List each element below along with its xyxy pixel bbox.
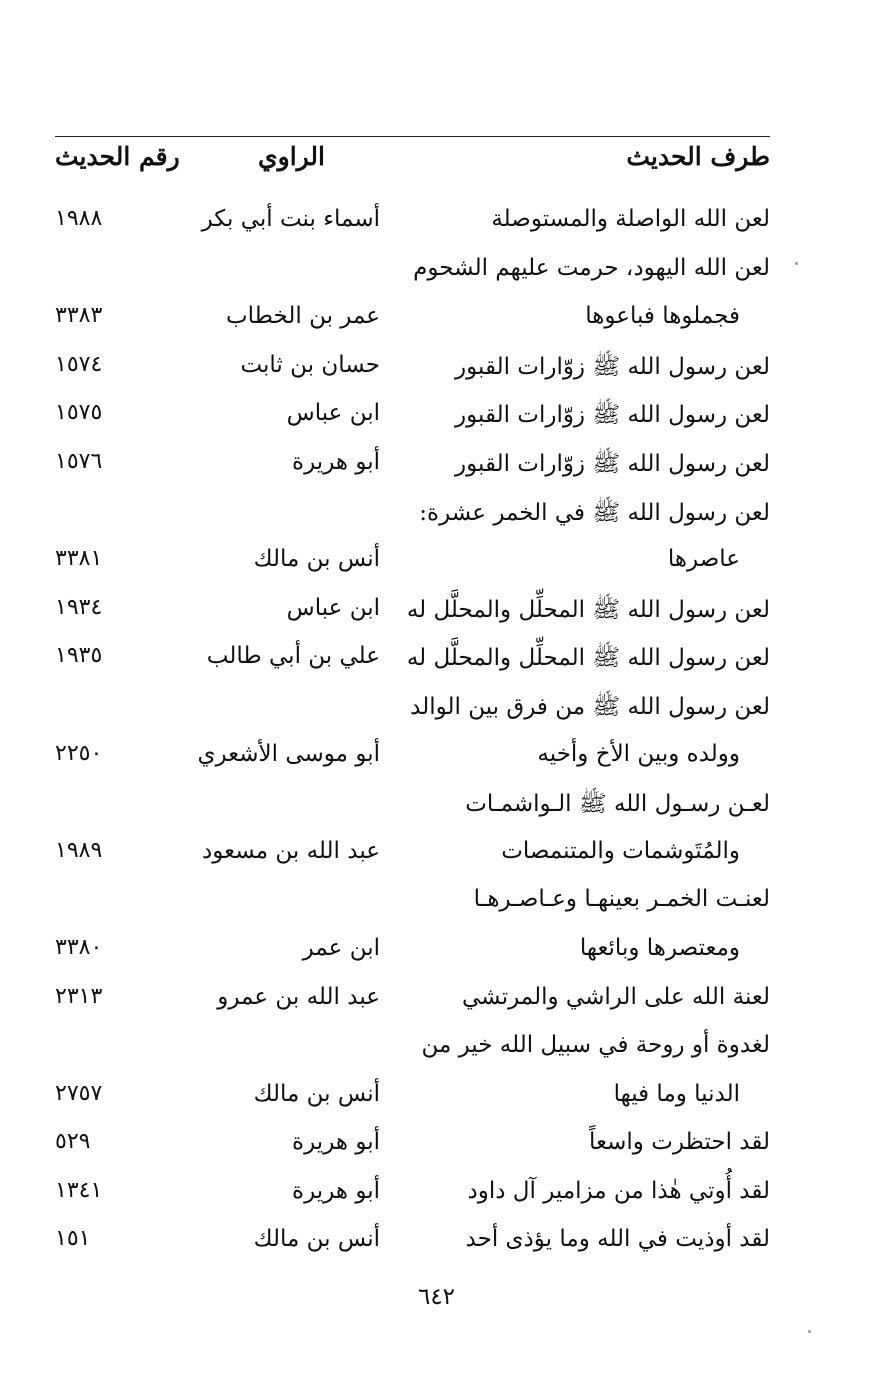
table-row xyxy=(55,832,770,881)
narrator: عمر بن الخطاب xyxy=(225,303,380,330)
hadith-text: لعن رسول الله ﷺ زوّارات القبور xyxy=(455,450,770,477)
table-row xyxy=(55,589,770,638)
hadith-number: ٢٢٥٠ xyxy=(55,740,103,766)
hadith-text: لعن رسول الله ﷺ من فرق بين الوالد xyxy=(410,693,770,720)
hadith-text: لعن رسول الله ﷺ المحلِّل والمحلَّل له xyxy=(406,645,770,672)
table-row xyxy=(55,297,770,346)
hadith-text: لغدوة أو روحة في سبيل الله خير من xyxy=(421,1032,770,1059)
narrator: أنس بن مالك xyxy=(253,1080,380,1107)
hadith-number: ١٥٧٥ xyxy=(55,400,103,426)
table-row xyxy=(55,394,770,443)
table-row xyxy=(55,1026,770,1075)
hadith-text: فجملوها فباعوها xyxy=(585,303,740,330)
table-row xyxy=(55,492,770,541)
hadith-number: ١٩٣٥ xyxy=(55,643,103,669)
hadith-number: ١٩٣٤ xyxy=(55,594,103,620)
table-row xyxy=(55,978,770,1027)
index-table-body xyxy=(55,200,770,1269)
hadith-number: ٥٢٩ xyxy=(55,1129,91,1155)
table-row xyxy=(55,735,770,784)
table-row xyxy=(55,880,770,929)
hadith-number: ١٥١ xyxy=(55,1226,91,1252)
hadith-text: ومعتصرها وبائعها xyxy=(579,934,740,961)
table-row xyxy=(55,1172,770,1221)
hadith-text: لعن رسول الله ﷺ زوّارات القبور xyxy=(455,353,770,380)
table-row xyxy=(55,200,770,249)
hadith-text: لعنـت الخمـر بعينهـا وعـاصـرهـا xyxy=(473,886,770,913)
narrator: أسماء بنت أبي بكر xyxy=(201,206,380,232)
hadith-text: لقد احتظرت واسعاً xyxy=(589,1129,770,1156)
header-hadith-number: رقم الحديث xyxy=(55,142,180,171)
header-rule xyxy=(55,136,770,137)
hadith-text: وولده وبين الأخ وأخيه xyxy=(537,740,740,767)
narrator: حسان بن ثابت xyxy=(240,351,380,378)
header-hadith-text: طرف الحديث xyxy=(626,142,770,171)
narrator: أبو هريرة xyxy=(292,1129,380,1156)
hadith-text: والمُتَوشمات والمتنمصات xyxy=(501,837,740,864)
narrator: أبو هريرة xyxy=(292,1177,380,1204)
header-narrator: الراوي xyxy=(258,142,325,171)
narrator: علي بن أبي طالب xyxy=(206,643,380,670)
hadith-number: ٢٣١٣ xyxy=(55,983,103,1009)
narrator: أبو هريرة xyxy=(292,448,380,475)
narrator: أنس بن مالك xyxy=(253,1226,380,1253)
paper-speck xyxy=(808,1330,811,1333)
hadith-number: ٣٣٨٣ xyxy=(55,303,103,329)
index-table-header xyxy=(55,138,770,184)
hadith-text: لعـن رسـول الله ﷺ الـواشمـات xyxy=(465,791,770,818)
hadith-number: ١٥٧٤ xyxy=(55,351,103,377)
narrator: عبد الله بن مسعود xyxy=(202,837,380,864)
hadith-number: ٢٧٥٧ xyxy=(55,1080,103,1106)
hadith-text: لعن الله الواصلة والمستوصلة xyxy=(491,206,770,232)
table-row xyxy=(55,929,770,978)
narrator: ابن عباس xyxy=(286,594,380,621)
hadith-text: لقد أُوتي هٰذا من مزامير آل داود xyxy=(467,1177,770,1204)
hadith-number: ٣٣٨٠ xyxy=(55,934,103,960)
narrator: أبو موسى الأشعري xyxy=(197,740,380,767)
table-row xyxy=(55,1123,770,1172)
hadith-number: ١٩٨٨ xyxy=(55,206,103,231)
paper-speck xyxy=(795,262,798,265)
table-row xyxy=(55,637,770,686)
narrator: ابن عمر xyxy=(302,934,380,961)
table-row xyxy=(55,1075,770,1124)
table-row xyxy=(55,346,770,395)
hadith-text: لقد أوذيت في الله وما يؤذى أحد xyxy=(465,1226,770,1253)
table-row xyxy=(55,783,770,832)
table-row xyxy=(55,443,770,492)
table-row xyxy=(55,249,770,298)
hadith-text: لعن رسول الله ﷺ المحلِّل والمحلَّل له xyxy=(406,596,770,623)
narrator: عبد الله بن عمرو xyxy=(217,983,380,1010)
narrator: أنس بن مالك xyxy=(253,546,380,573)
hadith-text: الدنيا وما فيها xyxy=(613,1080,740,1107)
narrator: ابن عباس xyxy=(286,400,380,427)
hadith-text: عاصرها xyxy=(667,546,740,573)
table-row xyxy=(55,686,770,735)
table-row xyxy=(55,540,770,589)
hadith-number: ١٥٧٦ xyxy=(55,448,103,474)
table-row xyxy=(55,1220,770,1269)
hadith-text: لعن الله اليهود، حرمت عليهم الشحوم xyxy=(413,254,770,281)
hadith-number: ١٩٨٩ xyxy=(55,837,103,863)
hadith-text: لعن رسول الله ﷺ في الخمر عشرة: xyxy=(419,499,770,526)
hadith-number: ١٣٤١ xyxy=(55,1177,103,1203)
hadith-number: ٣٣٨١ xyxy=(55,546,103,572)
hadith-text: لعن رسول الله ﷺ زوّارات القبور xyxy=(455,402,770,429)
page-number: ٦٤٢ xyxy=(417,1284,456,1310)
hadith-text: لعنة الله على الراشي والمرتشي xyxy=(462,983,770,1010)
